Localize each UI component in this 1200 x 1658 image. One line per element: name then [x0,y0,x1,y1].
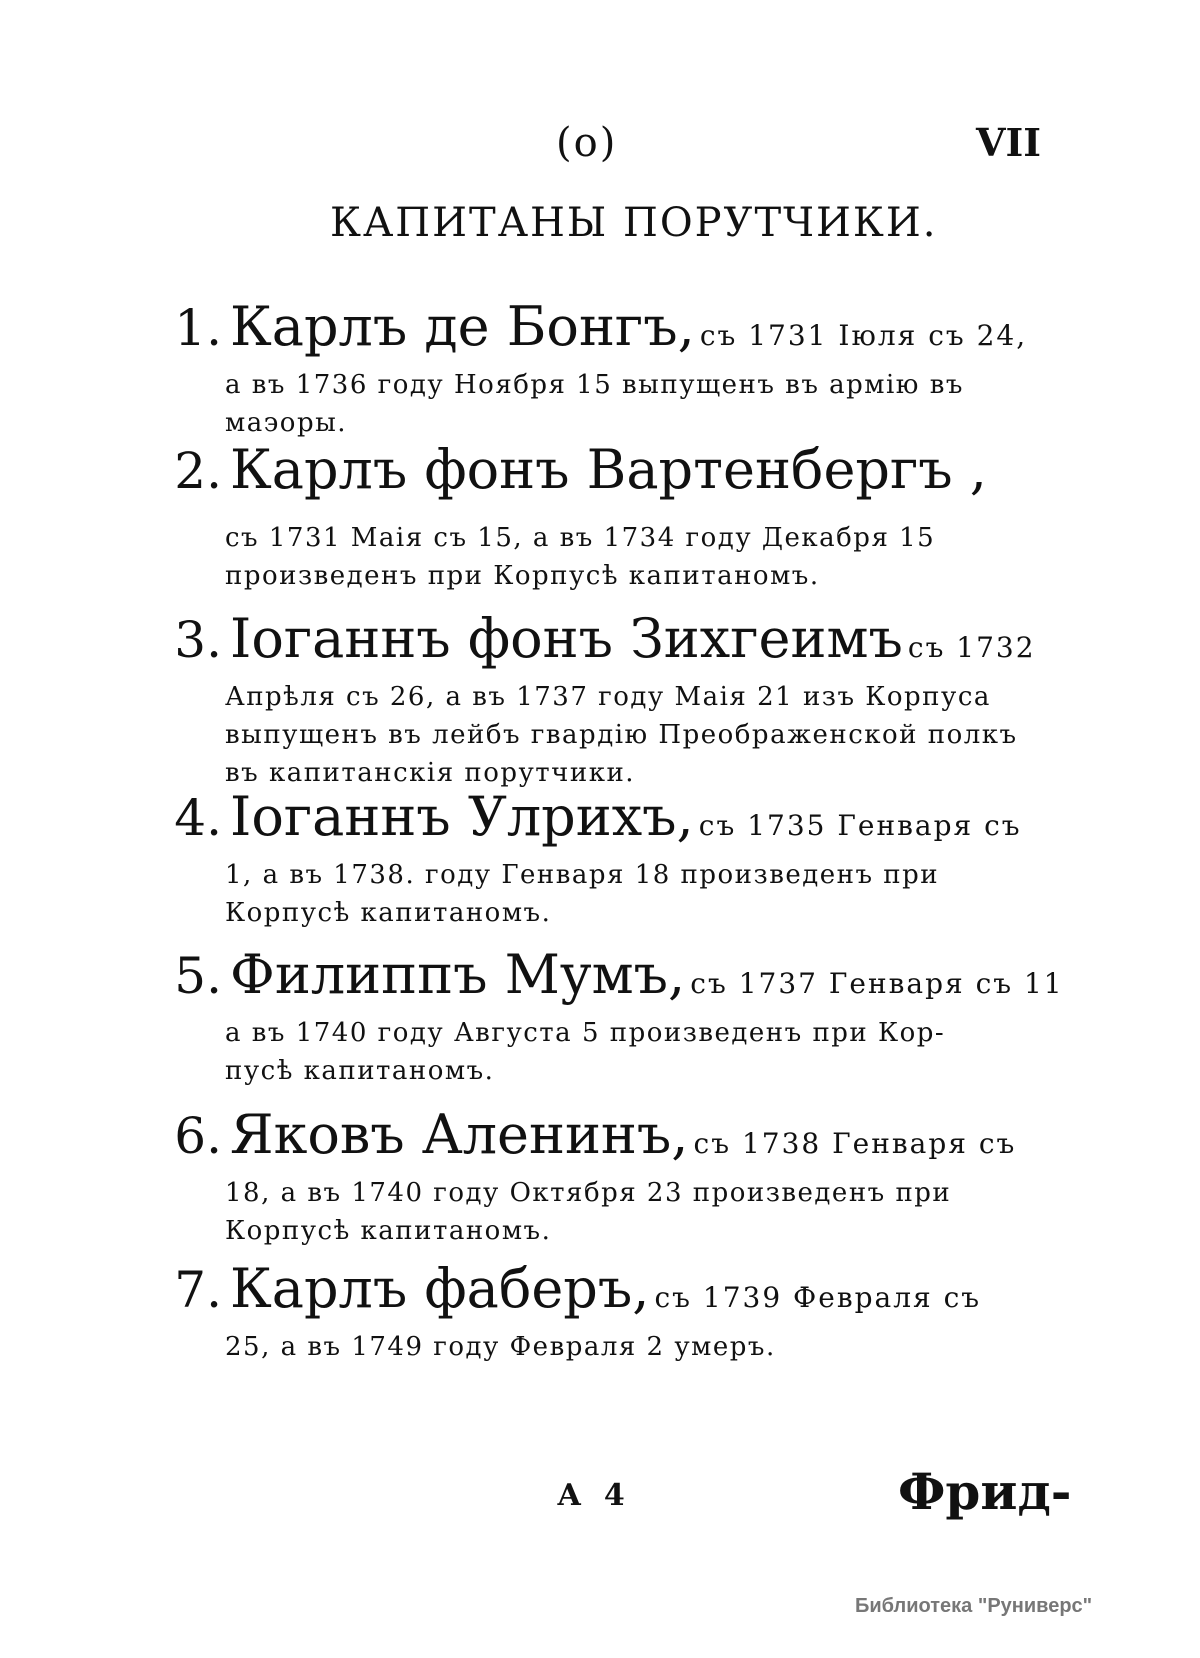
list-item [150,1257,1050,1366]
entry-text-line: 18, а въ 1740 году Октября 23 произведенъ при [225,1178,952,1208]
entry-text-line: Апрѣля съ 26, а въ 1737 году Маія 21 изъ Корпуса [225,682,991,712]
list-item [150,438,1050,595]
entry-lead-text: съ 1731 Іюля съ 24, [699,319,1028,352]
catchword: Фрид- [898,1462,1072,1521]
entry-text-line: 1, а въ 1738. году Генваря 18 произведенъ при [225,860,940,890]
entry-text-line: маэоры. [225,408,348,438]
list-item [150,943,1064,1090]
entry-name: Іоганнъ Улрихъ, [230,785,694,848]
entry-lead-text: съ 1738 Генваря съ [693,1127,1017,1160]
entry-text-line: выпущенъ въ лейбъ гвардію Преображенской полкъ [225,720,1018,750]
entry-lead-text: съ 1737 Генваря съ 11 [690,967,1064,1000]
entry-name: Іоганнъ фонъ Зихгеимъ [230,607,903,670]
entry-lead-text: съ 1735 Генваря съ [698,809,1022,842]
printer-signature-mark: А 4 [557,1478,631,1513]
entry-text-line: съ 1731 Маія съ 15, а въ 1734 году Декабря 15 [225,523,936,553]
entry-name: Яковъ Аленинъ, [230,1103,689,1166]
entry-lead-text: съ 1732 [907,631,1036,664]
library-watermark: Библиотека "Руниверс" [855,1595,1093,1617]
entry-number: 6. [174,1107,222,1165]
entry-number: 1. [174,299,222,357]
list-item [150,607,1050,792]
entry-number: 4. [174,789,222,847]
entry-name: Карлъ фаберъ, [230,1257,650,1320]
list-item [150,295,1050,442]
entry-text-line: Корпусѣ капитаномъ. [225,1216,552,1246]
entry-text-line: въ капитанскія порутчики. [225,758,636,788]
entry-name: Карлъ де Бонгъ, [230,295,695,358]
entry-text-line: пусѣ капитаномъ. [225,1056,495,1086]
entry-number: 7. [174,1261,222,1319]
entry-text-line: произведенъ при Корпусѣ капитаномъ. [225,561,820,591]
entry-name: Карлъ фонъ Вартенбергъ , [230,438,987,501]
list-item [150,785,1050,932]
entry-name: Филиппъ Мумъ, [230,943,686,1006]
entry-lead-text: съ 1739 Февраля съ [654,1281,982,1314]
entry-number: 2. [174,442,222,500]
page-header-mark: (о) [556,120,618,166]
entry-number: 3. [174,611,222,669]
entry-text-line: 25, а въ 1749 году Февраля 2 умеръ. [225,1332,776,1362]
page-title: КАПИТАНЫ ПОРУТЧИКИ. [330,200,938,246]
entry-text-line: а въ 1736 году Ноября 15 выпущенъ въ армію въ [225,370,964,400]
list-item [150,1103,1050,1250]
entry-text-line: Корпусѣ капитаномъ. [225,898,552,928]
page-signature-roman: VII [976,120,1042,165]
entry-text-line: а въ 1740 году Августа 5 произведенъ при Кор- [225,1018,946,1048]
entry-number: 5. [174,947,222,1005]
